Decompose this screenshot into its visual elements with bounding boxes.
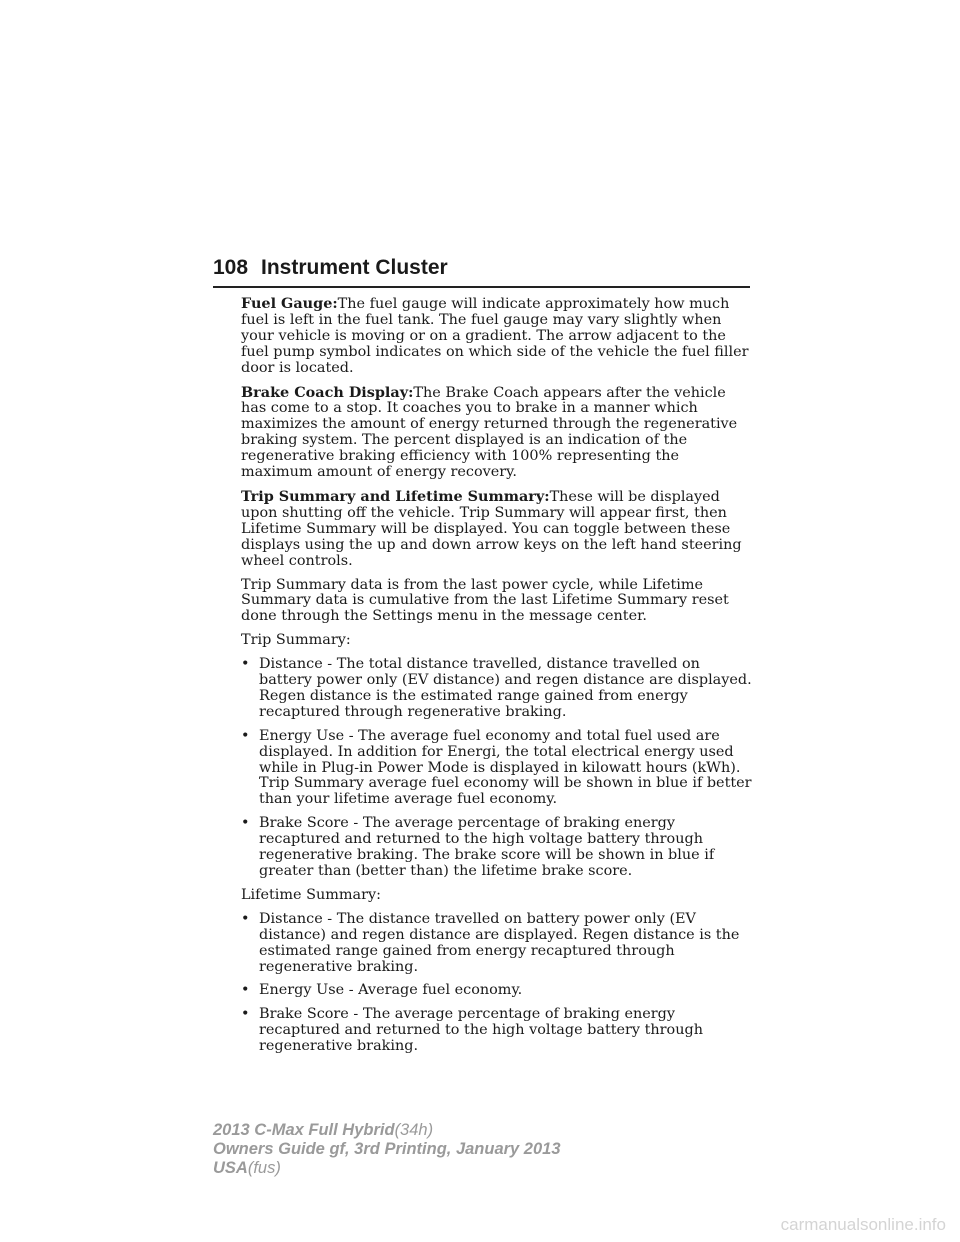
- section-title: Instrument Cluster: [261, 256, 448, 279]
- footer-market: USA: [213, 1159, 248, 1177]
- page-number: 108: [213, 256, 249, 279]
- list-item-text: Distance - The total distance travelled, distance travelled on battery power only (EV distance) and regen distance are displayed. Regen distance is the estimated range gained from energy recaptured through regenerative braking.: [259, 656, 752, 720]
- list-item: [241, 816, 753, 880]
- list-item-text: Distance - The distance travelled on battery power only (EV distance) and regen distance are displayed. Regen distance is the estimated range gained from energy recaptured through regenerative braking.: [259, 910, 740, 975]
- trip-lifetime-text: These will be displayed upon shutting off the vehicle. Trip Summary will appear first, then Lifetime Summary will be displayed. You can toggle between these displays using the up and down arrow keys on the left hand steering wheel controls.: [241, 488, 742, 569]
- trip-data-paragraph: Trip Summary data is from the last power cycle, while Lifetime Summary data is cumulative from the last Lifetime Summary reset done through the Settings menu in the message center.: [241, 576, 729, 625]
- lifetime-summary-heading: Lifetime Summary:: [241, 886, 381, 903]
- list-item-text: Brake Score - The average percentage of braking energy recaptured and returned to the high voltage battery through regenerative braking. The brake score will be shown in blue if greater than (better than) the lifetime brake score.: [259, 815, 715, 879]
- footer-line-model: [213, 1121, 561, 1140]
- fuel-gauge-text: The fuel gauge will indicate approximately how much fuel is left in the fuel tank. The fuel gauge may vary slightly when your vehicle is moving or on a gradient. The arrow adjacent to the fuel pump symbol indicates on which side of the vehicle the fuel filler door is located.: [241, 296, 749, 376]
- list-item: [241, 983, 753, 999]
- fuel-gauge-paragraph: [241, 296, 753, 377]
- trip-summary-heading: Trip Summary:: [241, 632, 351, 649]
- bullet-icon: •: [241, 656, 250, 673]
- footer-model: 2013 C-Max Full Hybrid: [213, 1121, 395, 1139]
- footer-line-market: [213, 1159, 561, 1178]
- list-item-text: Energy Use - Average fuel economy.: [259, 982, 523, 999]
- footer-model-code: (34h): [394, 1121, 434, 1139]
- footer-guide: Owners Guide gf, 3rd Printing, January 2013: [213, 1140, 561, 1158]
- list-item-text: Brake Score - The average percentage of braking energy recaptured and returned to the high voltage battery through regenerative braking.: [259, 1006, 703, 1055]
- page-header: [213, 252, 750, 288]
- list-item: [241, 1007, 753, 1055]
- bullet-icon: •: [241, 727, 250, 744]
- bullet-icon: •: [241, 1006, 250, 1023]
- list-item: [241, 729, 753, 809]
- trip-lifetime-paragraph: [241, 489, 753, 570]
- trip-lifetime-label: Trip Summary and Lifetime Summary:: [241, 487, 550, 505]
- list-item: [241, 657, 753, 721]
- bullet-icon: •: [241, 815, 250, 832]
- brake-coach-label: Brake Coach Display:: [241, 383, 414, 401]
- brake-coach-text: The Brake Coach appears after the vehicle has come to a stop. It coaches you to brake in a manner which maximizes the amount of energy returned through the regenerative braking system. The percent displayed is an indication of the regenerative braking efficiency with 100% representing the maximum amount of energy recovery.: [241, 384, 738, 481]
- brake-coach-paragraph: [241, 385, 753, 481]
- document-footer: [213, 1121, 561, 1178]
- list-item-text: Energy Use - The average fuel economy and total fuel used are displayed. In addition for Energi, the total electrical energy used while in Plug-in Power Mode is displayed in kilowatt hours (kWh). Trip Summary average fuel economy will be shown in blue if better than your lifetime average fuel economy.: [259, 727, 752, 808]
- list-item: [241, 912, 753, 976]
- watermark: carmanualsonline.info: [780, 1215, 946, 1234]
- fuel-gauge-label: Fuel Gauge:: [241, 295, 338, 312]
- page-body: [241, 296, 753, 1063]
- bullet-icon: •: [241, 910, 250, 927]
- bullet-icon: •: [241, 982, 250, 999]
- footer-market-code: (fus): [247, 1159, 281, 1177]
- footer-line-guide: [213, 1140, 561, 1159]
